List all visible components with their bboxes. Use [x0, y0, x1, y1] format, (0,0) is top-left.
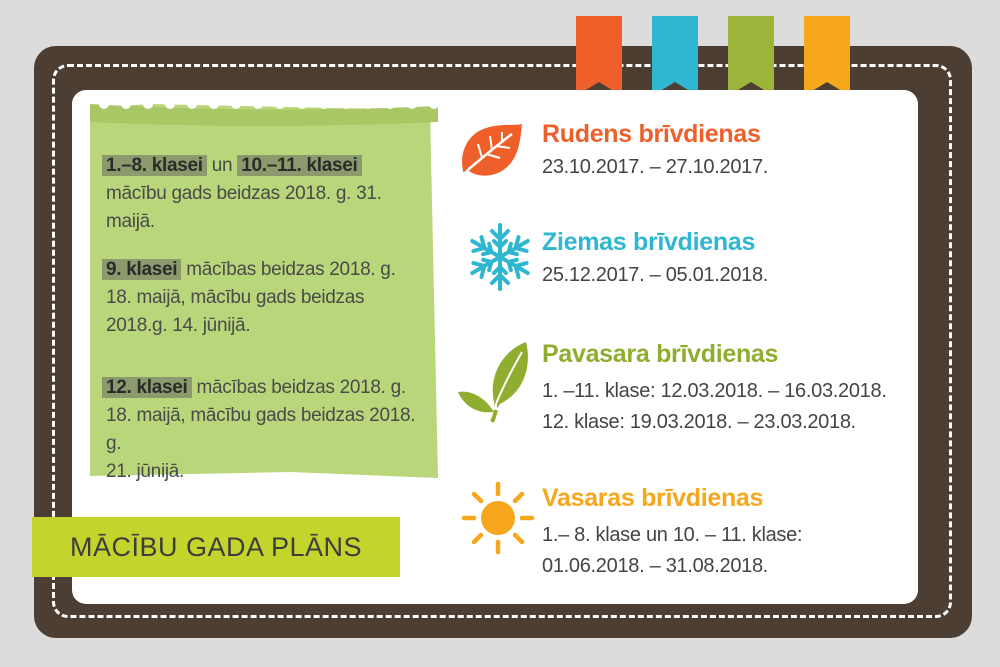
note-paragraph-2: 9. klasei mācības beidzas 2018. g. 18. maijā, mācību gads beidzas 2018.g. 14. jūnijā.: [102, 256, 432, 340]
autumn-dates: [542, 152, 768, 183]
summer-dates: [542, 520, 802, 582]
sprout-icon: [456, 340, 536, 424]
bookmark-tab-green: [728, 16, 774, 96]
note-line: 2018.g. 14. jūnijā.: [106, 315, 251, 336]
summer-line-1: 1.– 8. klase un 10. – 11. klase:: [542, 524, 803, 546]
note-paragraph-3: 12. klasei mācības beidzas 2018. g. 18. maijā, mācību gads beidzas 2018. g. 21. jūnijā.: [102, 374, 432, 486]
winter-date-range: 25.12.2017. – 05.01.2018.: [542, 264, 769, 286]
note-text: [102, 152, 432, 506]
spring-line-1: 1. –11. klase: 12.03.2018. – 16.03.2018.: [542, 380, 887, 402]
snowflake-icon: [462, 222, 538, 292]
note-line: 18. maijā, mācību gads beidzas 2018. g.: [106, 405, 416, 454]
note-line: mācību gads beidzas 2018. g. 31. maijā.: [106, 183, 382, 232]
highlight-grades-10-11: 10.–11. klasei: [237, 155, 361, 176]
spring-line-2: 12. klase: 19.03.2018. – 23.03.2018.: [542, 411, 856, 433]
autumn-title: Rudens brīvdienas: [542, 120, 761, 148]
spring-title: Pavasara brīvdienas: [542, 340, 779, 368]
bookmark-tab-yellow: [804, 16, 850, 96]
winter-title: Ziemas brīvdienas: [542, 228, 756, 256]
note-line: 18. maijā, mācību gads beidzas: [106, 287, 365, 308]
note-paragraph-1: 1.–8. klasei un 10.–11. klasei mācību gads beidzas 2018. g. 31. maijā.: [102, 152, 432, 236]
sun-icon: [460, 480, 536, 556]
summer-line-2: 01.06.2018. – 31.08.2018.: [542, 555, 769, 577]
leaf-icon: [456, 120, 526, 180]
green-note: [90, 104, 438, 482]
highlight-grade-12: 12. klasei: [102, 377, 192, 398]
autumn-date-range: 23.10.2017. – 27.10.2017.: [542, 156, 769, 178]
highlight-grade-9: 9. klasei: [102, 259, 181, 280]
bookmark-tab-orange: [576, 16, 622, 96]
note-line: 21. jūnijā.: [106, 461, 185, 482]
winter-dates: [542, 260, 768, 291]
highlight-grades-1-8: 1.–8. klasei: [102, 155, 207, 176]
summer-title: Vasaras brīvdienas: [542, 484, 764, 512]
banner-title: MĀCĪBU GADA PLĀNS: [32, 517, 400, 577]
bookmark-tab-blue: [652, 16, 698, 96]
spring-dates: [542, 376, 887, 438]
